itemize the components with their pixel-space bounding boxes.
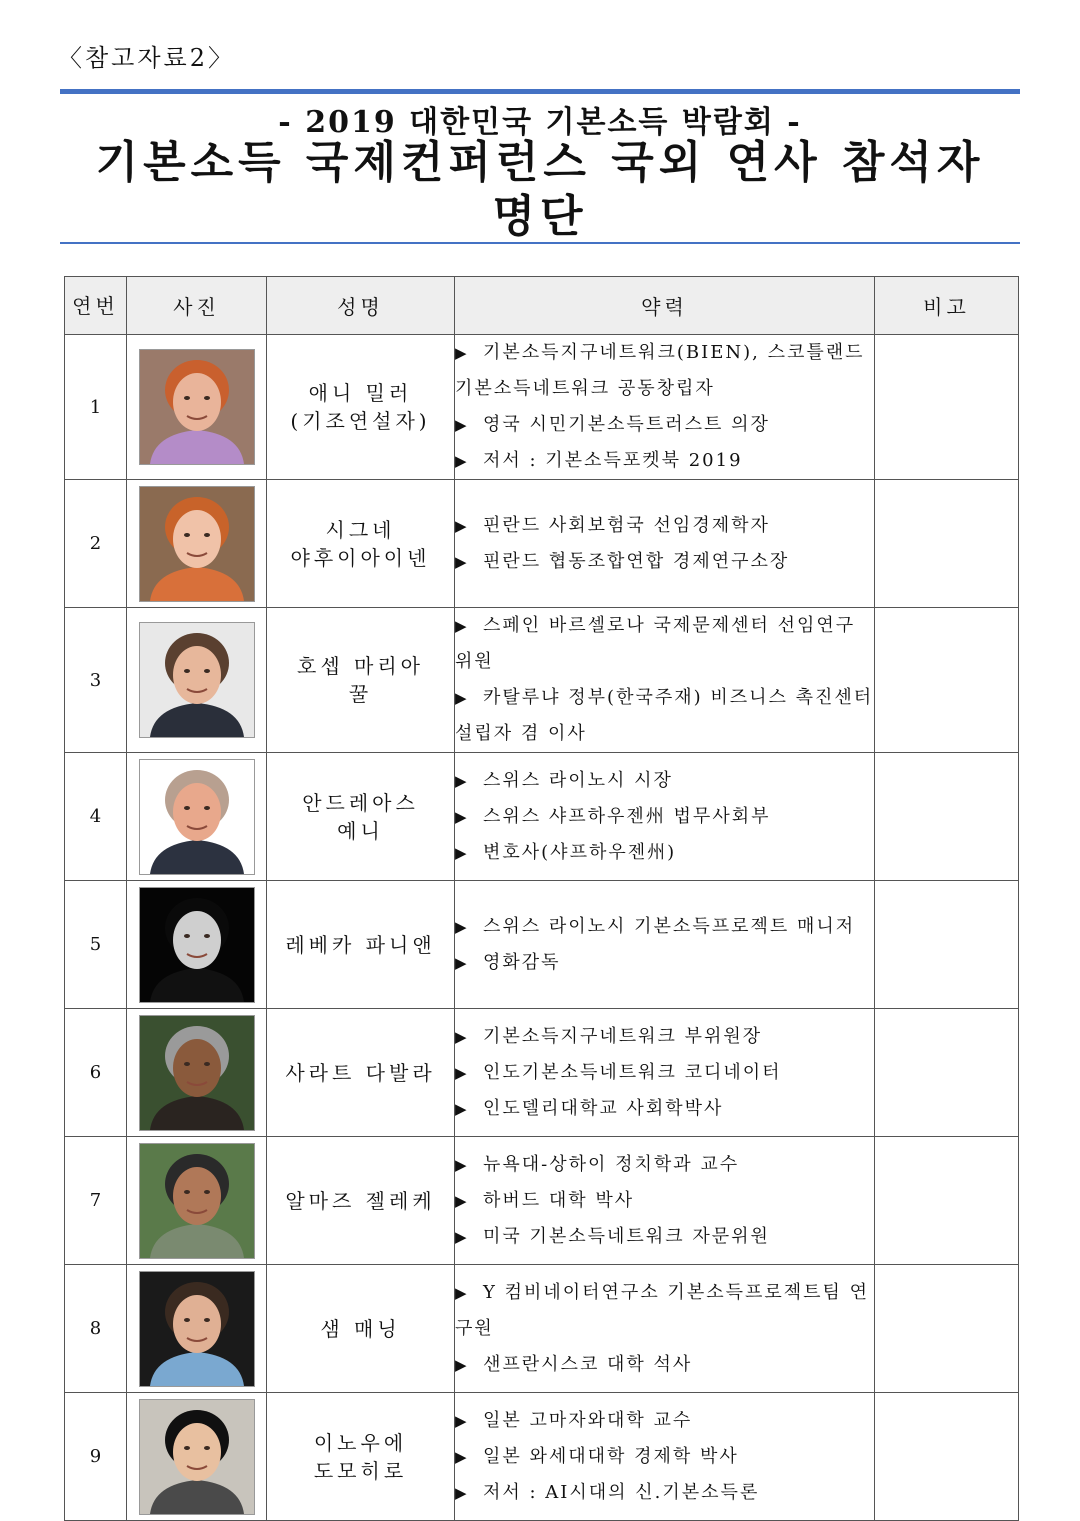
speaker-name [267, 335, 455, 480]
speaker-name [267, 1265, 455, 1393]
career-text: 스위스 라이노시 시장 [483, 769, 673, 791]
table-row [65, 480, 1019, 608]
row-number: 8 [65, 1265, 127, 1393]
speaker-photo [139, 887, 255, 1003]
career-cell [455, 881, 875, 1009]
career-text: Y 컴비네이터연구소 기본소득프로젝트팀 연구원 [455, 1281, 870, 1339]
speaker-photo [139, 1399, 255, 1515]
speaker-name-line: 예니 [337, 818, 384, 843]
bullet-triangle-icon: ▶ [455, 771, 469, 790]
career-item [455, 909, 874, 945]
speaker-name [267, 1393, 455, 1521]
note-cell [875, 1393, 1019, 1521]
career-item [455, 1403, 874, 1439]
bullet-triangle-icon: ▶ [455, 1063, 469, 1082]
career-text: 기본소득지구네트워크(BIEN), 스코틀랜드 기본소득네트워크 공동창립자 [455, 342, 865, 399]
bullet-triangle-icon: ▶ [455, 1447, 469, 1466]
career-text: 기본소득지구네트워크 부위원장 [483, 1025, 763, 1047]
career-text: 핀란드 협동조합연합 경제연구소장 [483, 550, 790, 572]
bullet-triangle-icon: ▶ [455, 452, 469, 470]
speaker-name-line: 알마즈 젤레케 [285, 1188, 436, 1213]
photo-cell [127, 1393, 267, 1521]
career-text: 샌프란시스코 대학 석사 [483, 1353, 693, 1375]
header-career: 약력 [455, 277, 875, 335]
career-item [455, 1019, 874, 1055]
speaker-photo [139, 1271, 255, 1387]
career-text: 카탈루냐 정부(한국주재) 비즈니스 촉진센터 설립자 겸 이사 [455, 687, 874, 744]
career-text: 저서 : AI시대의 신.기본소득론 [483, 1481, 760, 1503]
speaker-table [64, 276, 1019, 1521]
career-item [455, 763, 874, 799]
table-row [65, 608, 1019, 753]
speaker-name [267, 753, 455, 881]
photo-cell [127, 1265, 267, 1393]
document-subtitle: - 2019 대한민국 기본소득 박람회 - [278, 105, 802, 140]
table-row [65, 881, 1019, 1009]
note-cell [875, 1137, 1019, 1265]
table-row [65, 753, 1019, 881]
career-cell [455, 1137, 875, 1265]
bullet-triangle-icon: ▶ [455, 1099, 469, 1118]
speaker-name [267, 1137, 455, 1265]
speaker-photo [139, 349, 255, 465]
speaker-name-line: 안드레아스 [302, 790, 419, 815]
career-item [455, 1091, 874, 1127]
bullet-triangle-icon: ▶ [455, 953, 469, 972]
career-text: 핀란드 사회보험국 선임경제학자 [483, 514, 770, 536]
speaker-name [267, 480, 455, 608]
table-row [65, 1393, 1019, 1521]
career-cell [455, 1265, 875, 1393]
document-title: 기본소득 국제컨퍼런스 국외 연사 참석자 명단 [95, 137, 985, 242]
row-number: 7 [65, 1137, 127, 1265]
speaker-name-line: 도모히로 [313, 1458, 408, 1483]
note-cell [875, 881, 1019, 1009]
bullet-triangle-icon: ▶ [455, 344, 469, 362]
row-number: 6 [65, 1009, 127, 1137]
speaker-name-line: 꿀 [348, 682, 373, 706]
note-cell [875, 1265, 1019, 1393]
career-text: 일본 고마자와대학 교수 [483, 1409, 693, 1431]
note-cell [875, 1009, 1019, 1137]
career-cell [455, 753, 875, 881]
career-text: 인도기본소득네트워크 코디네이터 [483, 1061, 782, 1083]
career-item [455, 544, 874, 580]
photo-cell [127, 480, 267, 608]
table-row [65, 1009, 1019, 1137]
note-cell [875, 335, 1019, 480]
photo-cell [127, 608, 267, 753]
bullet-triangle-icon: ▶ [455, 1355, 469, 1374]
career-item [455, 835, 874, 871]
header-no: 연번 [65, 277, 127, 335]
career-item [455, 1219, 874, 1255]
header-name: 성명 [267, 277, 455, 335]
bullet-triangle-icon: ▶ [455, 807, 469, 826]
career-text: 영국 시민기본소득트러스트 의장 [483, 414, 770, 435]
note-cell [875, 753, 1019, 881]
bullet-triangle-icon: ▶ [455, 1411, 469, 1430]
speaker-name-line: 레베카 파니앤 [285, 932, 436, 957]
speaker-name-line: 호셉 마리아 [297, 654, 424, 678]
speaker-name-line: 야후이아이넨 [290, 545, 431, 570]
career-text: 저서 : 기본소득포켓북 2019 [483, 450, 743, 471]
bullet-triangle-icon: ▶ [455, 1483, 469, 1502]
speaker-photo [139, 486, 255, 602]
career-cell [455, 1009, 875, 1137]
career-item [455, 335, 874, 407]
header-note: 비고 [875, 277, 1019, 335]
career-item [455, 1275, 874, 1347]
bullet-triangle-icon: ▶ [455, 416, 469, 434]
bullet-triangle-icon: ▶ [455, 516, 469, 535]
career-text: 미국 기본소득네트워크 자문위원 [483, 1225, 770, 1247]
career-text: 스페인 바르셀로나 국제문제센터 선임연구위원 [455, 615, 856, 672]
bullet-triangle-icon: ▶ [455, 843, 469, 862]
bullet-triangle-icon: ▶ [455, 1191, 469, 1210]
career-item [455, 1055, 874, 1091]
career-text: 하버드 대학 박사 [483, 1189, 635, 1211]
note-cell [875, 480, 1019, 608]
table-header-row [65, 277, 1019, 335]
speaker-photo [139, 1015, 255, 1131]
speaker-name [267, 608, 455, 753]
career-item [455, 1475, 874, 1511]
speaker-name-line: 시그네 [325, 517, 396, 542]
career-item [455, 799, 874, 835]
speaker-photo [139, 622, 255, 738]
speaker-name-line: (기조연설자) [290, 409, 431, 433]
career-item [455, 443, 874, 479]
bullet-triangle-icon: ▶ [455, 1283, 469, 1302]
photo-cell [127, 753, 267, 881]
photo-cell [127, 881, 267, 1009]
photo-cell [127, 1009, 267, 1137]
title-top-rule [60, 89, 1020, 94]
career-item [455, 608, 874, 680]
career-text: 영화감독 [483, 951, 561, 973]
bullet-triangle-icon: ▶ [455, 1027, 469, 1046]
speaker-name-line: 애니 밀러 [308, 381, 413, 405]
bullet-triangle-icon: ▶ [455, 617, 469, 635]
note-cell [875, 608, 1019, 753]
title-bottom-rule [60, 242, 1020, 244]
speaker-name-line: 사라트 다발라 [285, 1060, 436, 1085]
career-text: 스위스 샤프하우젠州 법무사회부 [483, 805, 771, 827]
photo-cell [127, 1137, 267, 1265]
row-number: 3 [65, 608, 127, 753]
career-item [455, 1147, 874, 1183]
table-row [65, 1137, 1019, 1265]
career-text: 변호사(샤프하우젠州) [483, 841, 677, 863]
row-number: 1 [65, 335, 127, 480]
speaker-photo [139, 759, 255, 875]
career-text: 일본 와세대대학 경제학 박사 [483, 1445, 739, 1467]
row-number: 2 [65, 480, 127, 608]
speaker-name [267, 1009, 455, 1137]
row-number: 5 [65, 881, 127, 1009]
career-item [455, 1183, 874, 1219]
bullet-triangle-icon: ▶ [455, 689, 469, 707]
career-cell [455, 1393, 875, 1521]
career-cell [455, 608, 875, 753]
career-cell [455, 480, 875, 608]
table-row [65, 335, 1019, 480]
career-item [455, 1347, 874, 1383]
career-item [455, 1439, 874, 1475]
speaker-name-line: 이노우에 [313, 1430, 408, 1455]
bullet-triangle-icon: ▶ [455, 1227, 469, 1246]
speaker-name [267, 881, 455, 1009]
row-number: 4 [65, 753, 127, 881]
row-number: 9 [65, 1393, 127, 1521]
career-item [455, 407, 874, 443]
bullet-triangle-icon: ▶ [455, 917, 469, 936]
career-text: 뉴욕대-상하이 정치학과 교수 [483, 1153, 740, 1175]
career-text: 스위스 라이노시 기본소득프로젝트 매니저 [483, 915, 856, 937]
career-item [455, 508, 874, 544]
bullet-triangle-icon: ▶ [455, 1155, 469, 1174]
reference-label: 〈참고자료2〉 [58, 44, 236, 72]
career-cell [455, 335, 875, 480]
career-item [455, 680, 874, 752]
bullet-triangle-icon: ▶ [455, 552, 469, 571]
speaker-name-line: 샘 매닝 [320, 1316, 401, 1341]
photo-cell [127, 335, 267, 480]
header-photo: 사진 [127, 277, 267, 335]
career-text: 인도델리대학교 사회학박사 [483, 1097, 724, 1119]
speaker-photo [139, 1143, 255, 1259]
career-item [455, 945, 874, 981]
table-row [65, 1265, 1019, 1393]
